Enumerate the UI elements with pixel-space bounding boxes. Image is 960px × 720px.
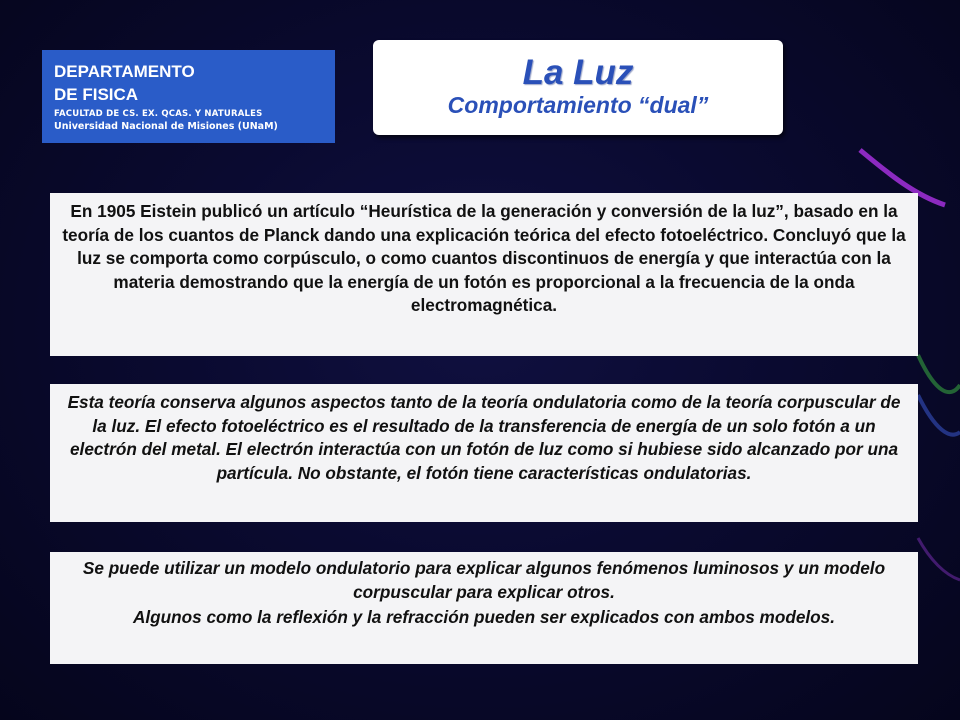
violet-wave — [918, 538, 960, 580]
paragraph-text-3b: Algunos como la reflexión y la refracción pueden ser explicados con ambos modelos. — [132, 607, 836, 628]
department-name-line1: DEPARTAMENTO — [54, 62, 195, 81]
slide-title: La Luz — [522, 53, 634, 92]
paragraph-panel-3 — [50, 552, 918, 664]
green-wave — [918, 355, 960, 392]
university-name: Universidad Nacional de Misiones (UNaM) — [54, 121, 278, 132]
title-box — [373, 40, 783, 135]
department-name-line2: DE FISICA — [54, 85, 139, 104]
paragraph-text-3a: Se puede utilizar un modelo ondulatorio para explicar algunos fenómenos luminosos y un modelo corpuscular para explicar otros. — [82, 558, 886, 602]
paragraph-text-1: En 1905 Eistein publicó un artículo “Heurística de la generación y conversión de la luz”, basado en la teoría de los cuantos de Planck dando una explicación teórica del efecto fotoeléctrico. Concluyó que la luz se comporta como corpúsculo, o como cuantos discontinuos de energía y que interactúa con la materia demostrando que la energía de un fotón es proporcional a la frecuencia de la onda electromagnética. — [62, 201, 906, 316]
paragraph-panel-1 — [50, 193, 918, 356]
paragraph-text-2: Esta teoría conserva algunos aspectos tanto de la teoría ondulatoria como de la teoría corpuscular de la luz. El efecto fotoeléctrico es el resultado de la transferencia de energía de un solo fotón a un electrón del metal. El electrón interactúa con un fotón de luz como si hubiese sido alcanzado por una partícula. No obstante, el fotón tiene características ondulatorias. — [67, 392, 901, 483]
blue-wave — [918, 395, 960, 435]
faculty-name: FACULTAD DE CS. EX. QCAS. Y NATURALES — [54, 109, 263, 119]
paragraph-panel-2 — [50, 384, 918, 522]
department-box — [42, 50, 335, 143]
slide-subtitle: Comportamiento “dual” — [447, 92, 709, 118]
